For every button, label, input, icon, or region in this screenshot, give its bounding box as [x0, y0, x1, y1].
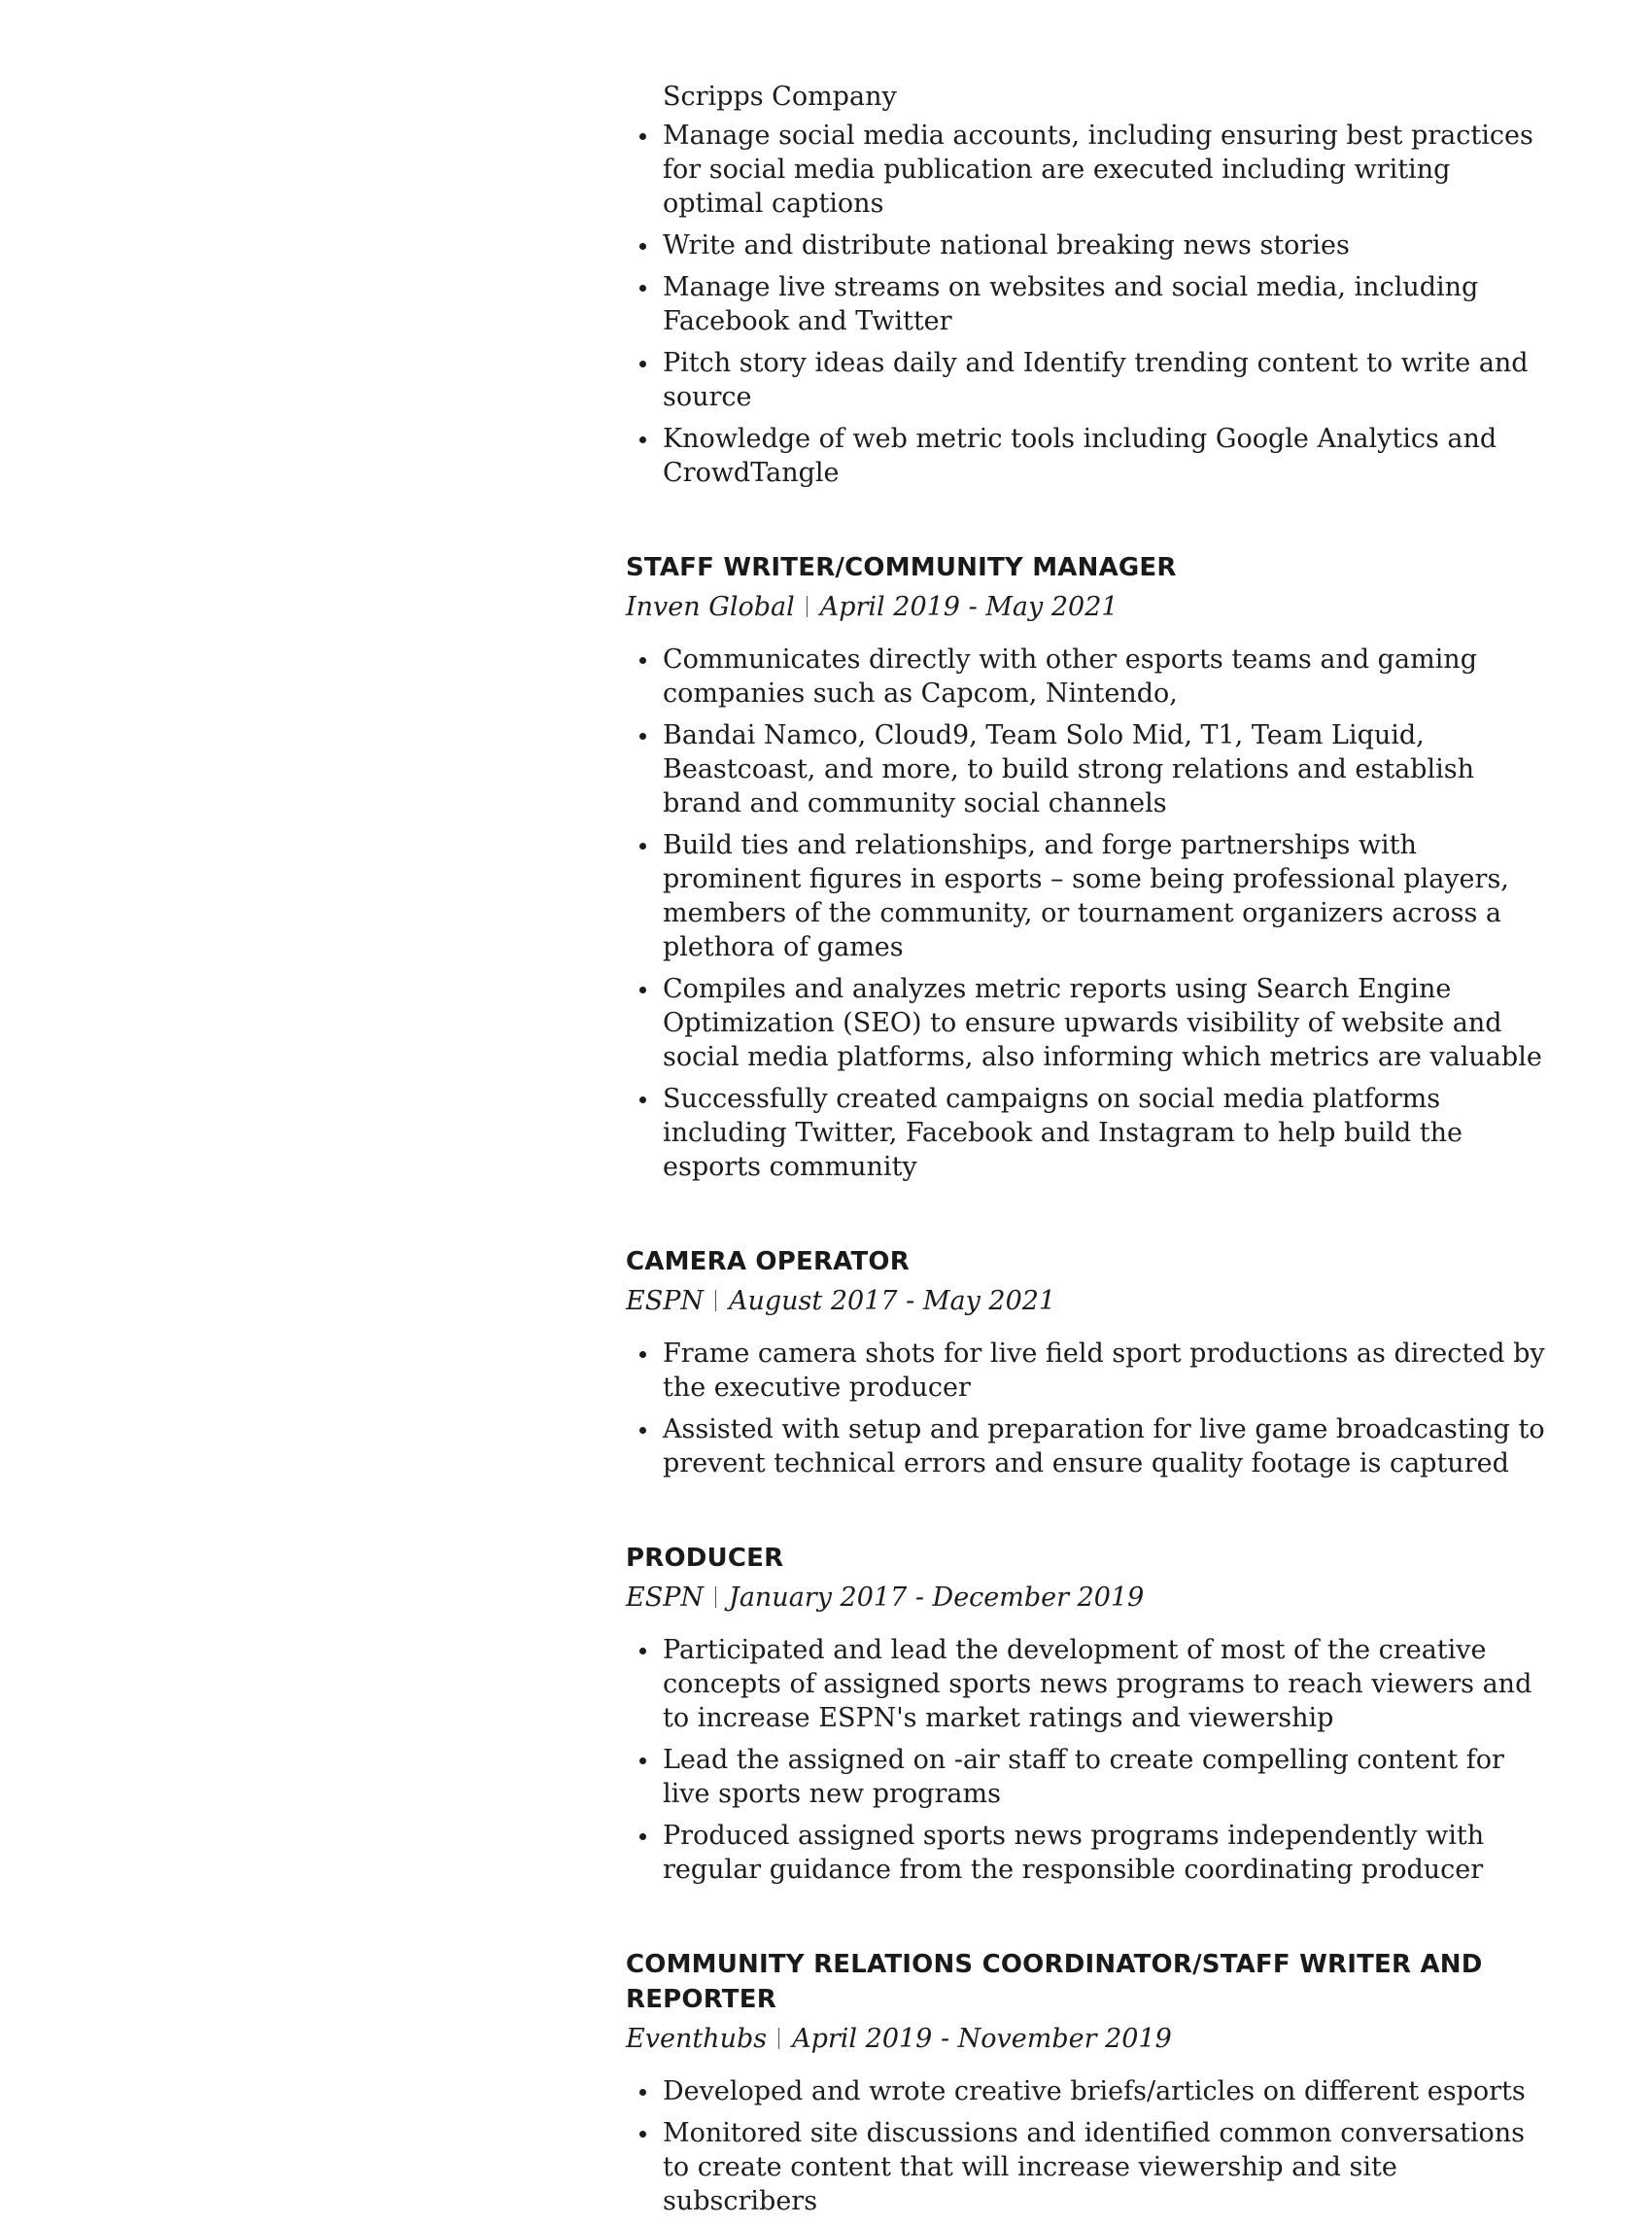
job-entry	[626, 550, 1559, 1184]
bullet-item: Monitored site discussions and identified common conversations to create content that will increase viewership and site subscribers	[626, 2116, 1559, 2218]
job-company: ESPN	[626, 1583, 704, 1613]
job-dates: August 2017 - May 2021	[729, 1286, 1056, 1316]
bullet-item: Produced assigned sports news programs independently with regular guidance from the responsible coordinating producer	[626, 1819, 1559, 1887]
bullet-item: Assisted with setup and preparation for live game broadcasting to prevent technical errors and ensure quality footage is captured	[626, 1412, 1559, 1480]
job-bullet-list	[626, 2074, 1559, 2218]
bullet-item: Manage social media accounts, including ensuring best practices for social media publication are executed including writing optimal captions	[626, 119, 1559, 221]
job-dates: April 2019 - November 2019	[792, 2024, 1172, 2054]
job-company: Eventhubs	[626, 2024, 768, 2054]
job-meta	[626, 2022, 1559, 2057]
bullet-item: Communicates directly with other esports teams and gaming companies such as Capcom, Nintendo,	[626, 643, 1559, 711]
bullet-item: Knowledge of web metric tools including Google Analytics and CrowdTangle	[626, 422, 1559, 490]
bullet-item: Successfully created campaigns on social media platforms including Twitter, Facebook and Instagram to help build the esports community	[626, 1082, 1559, 1184]
bullet-item: Pitch story ideas daily and Identify trending content to write and source	[626, 346, 1559, 414]
meta-separator	[776, 2028, 782, 2049]
bullet-item: Build ties and relationships, and forge partnerships with prominent figures in esports – some being professional players, members of the community, or tournament organizers across a plethora of games	[626, 828, 1559, 964]
job-meta	[626, 590, 1559, 625]
job-company: Inven Global	[626, 592, 795, 622]
job-bullet-list	[626, 1337, 1559, 1480]
bullet-item: Write and distribute national breaking news stories	[626, 228, 1559, 262]
bullet-item: Frame camera shots for live field sport productions as directed by the executive producer	[626, 1337, 1559, 1405]
job-title: CAMERA OPERATOR	[626, 1247, 910, 1276]
job-meta	[626, 1581, 1559, 1616]
bullet-item: Participated and lead the development of most of the creative concepts of assigned sports news programs to reach viewers and to increase ESPN's market ratings and viewership	[626, 1633, 1559, 1735]
job-dates: January 2017 - December 2019	[729, 1583, 1145, 1613]
resume-experience-continued	[626, 80, 1559, 2226]
job-entry	[626, 1244, 1559, 1480]
bullet-item: Developed and wrote creative briefs/articles on different esports	[626, 2074, 1559, 2108]
continued-company-name: Scripps Company	[663, 82, 897, 112]
intro-bullet-list	[626, 119, 1559, 490]
job-bullet-list	[626, 643, 1559, 1184]
bullet-item: Compiles and analyzes metric reports using Search Engine Optimization (SEO) to ensure upwards visibility of website and social media platforms, also informing which metrics are valuable	[626, 972, 1559, 1074]
bullet-item: Bandai Namco, Cloud9, Team Solo Mid, T1, Team Liquid, Beastcoast, and more, to build strong relations and establish brand and community social channels	[626, 718, 1559, 820]
job-dates: April 2019 - May 2021	[819, 592, 1119, 622]
job-title: PRODUCER	[626, 1544, 784, 1573]
bullet-item: Lead the assigned on -air staff to create compelling content for live sports new programs	[626, 1743, 1559, 1811]
bullet-item: Manage live streams on websites and social media, including Facebook and Twitter	[626, 270, 1559, 338]
job-company: ESPN	[626, 1286, 704, 1316]
job-title: COMMUNITY RELATIONS COORDINATOR/STAFF WRITER AND REPORTER	[626, 1950, 1483, 2014]
job-title: STAFF WRITER/COMMUNITY MANAGER	[626, 553, 1177, 582]
job-meta	[626, 1284, 1559, 1319]
job-entry	[626, 1541, 1559, 1887]
meta-separator	[805, 596, 810, 617]
meta-separator	[713, 1290, 719, 1311]
job-bullet-list	[626, 1633, 1559, 1887]
meta-separator	[713, 1586, 719, 1608]
job-entry	[626, 1947, 1559, 2218]
